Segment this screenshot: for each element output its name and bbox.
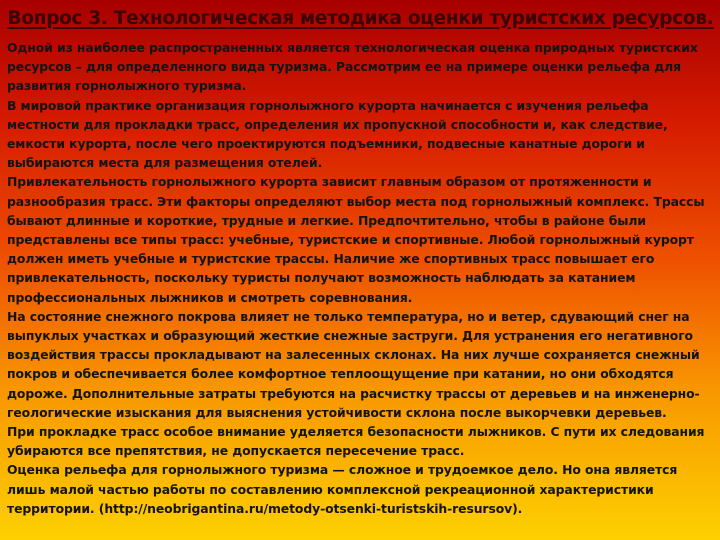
paragraph-world-practice: В мировой практике организация горнолыжного курорта начинается с изучения рельефа местности для прокладки трасс, определения их пропускной способности и, как следствие, емкости курорта, после чего проектируются подъемники, подвесные канатные дороги и выбираются места для размещения отелей. [7, 97, 668, 171]
paragraph-snow-cover: На состояние снежного покрова влияет не только температура, но и ветер, сдувающий снег на выпуклых участках и образующий жесткие снежные заструги. Для устранения его негативного воздействия трассы прокладывают на залесенных склонах. На них лучше сохраняется снежный покров и обеспечивается более комфортное теплоощущение при катании, но они обходятся дороже. Дополнительные затраты требуются на расчистку трассы от деревьев и на инженерно-геологические изыскания для выяснения устойчивости склона после выкорчевки деревьев. [7, 308, 700, 420]
paragraph-safety: При прокладке трасс особое внимание уделяется безопасности лыжников. С пути их следования убираются все препятствия, не допускается пересечение трасс. [7, 424, 705, 459]
paragraph-conclusion: Оценка рельефа для горнолыжного туризма — сложное и трудоемкое дело. Но она является лишь малой частью работы по составлению комплексной рекреационной характеристики территории. (http://neobrigantina.ru/metody-otsenki-turistskih-resursov). [7, 462, 678, 516]
paragraph-attractiveness: Привлекательность горнолыжного курорта зависит главным образом от протяженности и разнообразия трасс. Эти факторы определяют выбор места под горнолыжный комплекс. Трассы бывают длинные и короткие, трудные и легкие. Предпочтительно, чтобы в районе были представлены все типы трасс: учебные, туристские и спортивные. Любой горнолыжный курорт должен иметь учебные и туристские трассы. Наличие же спортивных трасс повышает его привлекательность, поскольку туристы получают возможность наблюдать за катанием профессиональных лыжников и смотреть соревнования. [7, 174, 705, 305]
slide-title: Вопрос 3. Технологическая методика оценки туристских ресурсов. [7, 8, 714, 29]
paragraph-intro: Одной из наиболее распространенных является технологическая оценка природных туристских ресурсов – для определенного вида туризма. Рассмотрим ее на примере оценки рельефа для развития горнолыжного туризма. [7, 40, 698, 94]
slide-body [7, 38, 714, 518]
